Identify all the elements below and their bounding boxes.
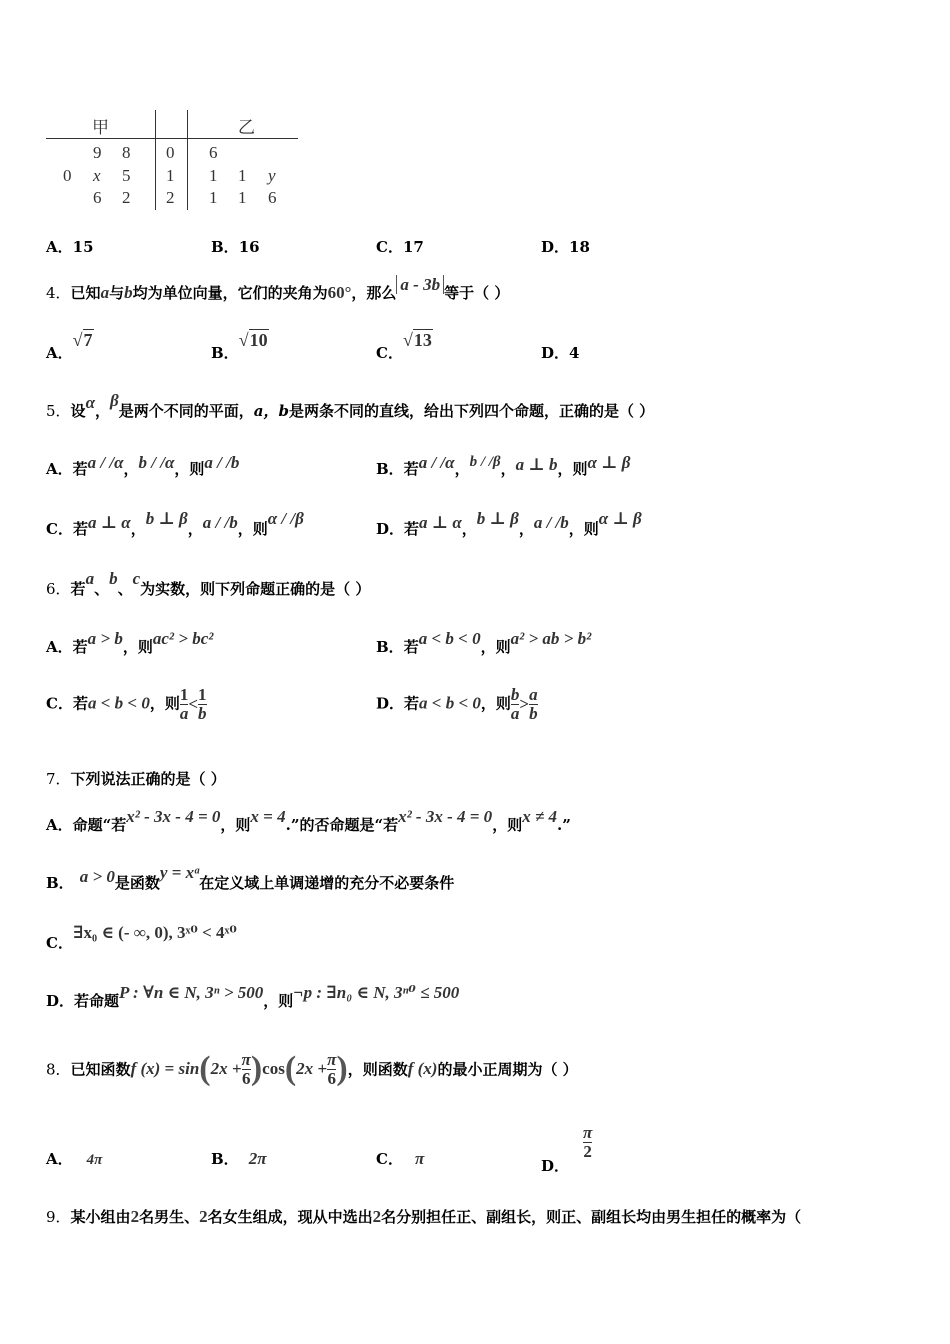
- q7-option-b[interactable]: [46, 863, 455, 893]
- leaf-l0-1: 8: [122, 143, 131, 162]
- option-label: A．: [46, 238, 73, 256]
- q4-text-3: 均为单位向量，它们的夹角为: [132, 284, 328, 302]
- frac-pi-6: [327, 1051, 336, 1088]
- option-value: π: [414, 1149, 425, 1168]
- cond-1: a / /α: [87, 453, 124, 472]
- option-label: A．: [46, 1150, 73, 1168]
- leaf-r2-0: 1: [209, 188, 218, 207]
- question-number: 9．: [46, 1208, 71, 1226]
- q8-text-3: 的最小正周期为（ ）: [437, 1060, 578, 1079]
- question-number: 4．: [46, 284, 71, 302]
- option-label: D．: [541, 238, 570, 256]
- option-label: C．: [376, 238, 403, 256]
- option-label: D．: [541, 344, 570, 362]
- den: 6: [241, 1068, 251, 1088]
- option-label: A．: [46, 460, 73, 478]
- num: π: [583, 1123, 593, 1142]
- cond: a > b: [87, 629, 123, 648]
- q6-text-1: 若: [70, 580, 86, 598]
- ruo-text: 若: [403, 638, 419, 656]
- sep: ，: [187, 520, 203, 538]
- q7-stem: [46, 768, 226, 789]
- den: a: [510, 704, 520, 723]
- option-label: A．: [46, 816, 73, 834]
- then-text: ，则: [149, 694, 180, 713]
- option-label: B．: [46, 874, 74, 892]
- q6-text-2: 为实数，则下列命题正确的是（ ）: [140, 580, 371, 598]
- sep: ，: [518, 520, 534, 538]
- q4-text-1: 已知: [70, 284, 101, 302]
- expr-4: x ≠ 4: [522, 807, 558, 826]
- q6-var-b: b: [109, 569, 118, 588]
- text-1: 是函数: [114, 874, 160, 892]
- sep: ，: [461, 520, 477, 538]
- cond-3: a / /b: [533, 513, 569, 532]
- expr-1: ∃x₀ ∈ (- ∞, 0), 3ˣ⁰ < 4ˣ⁰: [72, 923, 237, 942]
- leaf-l1-2: 5: [122, 166, 131, 185]
- header-line: [46, 138, 298, 139]
- left-header: 甲: [92, 118, 109, 137]
- q6-option-b[interactable]: [376, 629, 592, 657]
- then-text: ，则: [480, 638, 511, 656]
- ruo-text: 若: [72, 638, 88, 656]
- text-3: .”的否命题是“若: [285, 816, 399, 834]
- option-label: D．: [376, 520, 405, 538]
- paren-close: ): [336, 1050, 348, 1087]
- q8-option-d[interactable]: [541, 1123, 593, 1175]
- num: b: [510, 685, 520, 704]
- option-label: B．: [376, 460, 404, 478]
- q4-text-5: 等于（ ）: [444, 284, 510, 302]
- then-text: ，则: [568, 520, 599, 538]
- stem-2: 2: [166, 188, 175, 207]
- cond: a < b < 0: [418, 629, 481, 648]
- leaf-r1-1: 1: [238, 166, 247, 185]
- lt: <: [188, 694, 199, 714]
- cond: a < b < 0: [87, 693, 150, 713]
- q8-text-2: ，则函数: [347, 1060, 408, 1079]
- cond-2: b ⊥ β: [476, 509, 519, 528]
- cond-1: a / /α: [418, 453, 455, 472]
- option-label: D．: [376, 694, 405, 713]
- ruo-text: 若: [72, 460, 88, 478]
- option-label: D．: [46, 992, 75, 1010]
- q4-option-c[interactable]: [376, 330, 433, 362]
- q6-option-a[interactable]: [46, 629, 214, 657]
- option-label: C．: [46, 934, 73, 952]
- sqrt-13: √13: [402, 330, 432, 350]
- q9-text-4: 名分别担任正、副组长，则正、副组长均由男生担任的概率为（: [381, 1208, 802, 1226]
- expr-1: a > 0: [79, 867, 115, 886]
- q7-option-a[interactable]: [46, 807, 571, 835]
- den: b: [529, 704, 538, 723]
- then-text: ，则: [557, 460, 588, 478]
- sep: ，: [130, 520, 146, 538]
- option-label: D．: [541, 1156, 570, 1175]
- q4-text-2: 与: [109, 284, 125, 302]
- option-label: C．: [46, 694, 73, 713]
- option-label: B．: [376, 638, 404, 656]
- expr-1: P : ∀n ∈ N, 3ⁿ > 500: [119, 983, 264, 1002]
- q3-option-b[interactable]: [211, 236, 260, 257]
- q3-option-d[interactable]: [541, 236, 590, 257]
- q6-var-c: c: [132, 569, 141, 588]
- expr-2: ¬p : ∃n₀ ∈ N, 3ⁿ⁰ ≤ 500: [293, 983, 460, 1002]
- q8-fx2: f (x): [407, 1059, 438, 1078]
- cond-3: a ⊥ b: [515, 455, 558, 474]
- q9-num-2: 2: [199, 1207, 208, 1226]
- q4-option-d[interactable]: [541, 342, 579, 363]
- q8-stem: [46, 1050, 578, 1088]
- q5-option-b[interactable]: [376, 453, 631, 479]
- option-label: B．: [211, 1150, 239, 1168]
- text-2: 在定义域上单调递增的充分不必要条件: [199, 874, 455, 892]
- leaf-l2-0: 6: [93, 188, 102, 207]
- leaf-r1-2: y: [268, 166, 276, 185]
- option-value: 17: [402, 238, 424, 256]
- q5-ab: a，b: [253, 402, 289, 420]
- q8-fx: f (x) = sin: [130, 1059, 200, 1078]
- num: π: [241, 1049, 251, 1069]
- q9-text-1: 某小组由: [70, 1208, 131, 1226]
- den: 2: [583, 1142, 592, 1161]
- q5-option-a[interactable]: [46, 453, 240, 479]
- q8-inner-1: 2x +: [210, 1059, 242, 1078]
- question-number: 7．: [46, 770, 71, 788]
- divider-right: [187, 110, 188, 210]
- q5-text-2: 是两个不同的平面，: [118, 402, 254, 420]
- q8-option-a[interactable]: [46, 1148, 102, 1169]
- q8-option-b[interactable]: [211, 1148, 266, 1169]
- expr-1: x² - 3x - 4 = 0: [126, 807, 221, 826]
- ruo-text: 若: [72, 694, 88, 713]
- q4-var-b: b: [124, 283, 133, 302]
- q7-option-d[interactable]: [46, 983, 460, 1011]
- q3-option-c[interactable]: [376, 236, 424, 257]
- q8-option-c[interactable]: [376, 1148, 424, 1169]
- then-text: ，则: [122, 638, 153, 656]
- result: a² > ab > b²: [510, 629, 592, 648]
- then-text: ，则: [237, 520, 268, 538]
- radicand: 10: [249, 330, 268, 350]
- leaf-l0-0: 9: [93, 143, 102, 162]
- q5-beta: β: [109, 391, 119, 410]
- cond-2: b ⊥ β: [145, 509, 188, 528]
- option-label: A．: [46, 638, 73, 656]
- option-value: 16: [238, 238, 260, 256]
- q8-inner-2: 2x +: [296, 1059, 328, 1078]
- leaf-l1-0: 0: [63, 166, 72, 185]
- result: α / /β: [267, 509, 304, 528]
- then-text: ，则: [480, 694, 511, 713]
- stem-0: 0: [166, 143, 175, 162]
- cond-2: b / /α: [138, 453, 175, 472]
- result: α ⊥ β: [598, 509, 642, 528]
- q9-text-2: 名男生、: [139, 1208, 200, 1226]
- q6-sep: 、: [117, 580, 133, 598]
- den: a: [179, 704, 189, 723]
- frac-pi-2: [583, 1124, 592, 1161]
- num: π: [327, 1049, 337, 1069]
- option-value: 2π: [248, 1149, 267, 1168]
- q9-num-3: 2: [372, 1207, 382, 1226]
- sep: ，: [123, 460, 139, 478]
- cond: a < b < 0: [419, 693, 481, 713]
- divider-left: [155, 110, 156, 210]
- q4-text-4: ，那么: [351, 284, 397, 302]
- sep: ，: [454, 460, 470, 478]
- frac-pi-6: [242, 1051, 251, 1088]
- q9-num-1: 2: [130, 1207, 140, 1226]
- q9-text-3: 名女生组成，现从中选出: [207, 1208, 373, 1226]
- q7-title: 下列说法正确的是（ ）: [70, 770, 226, 788]
- ruo-text: 若: [404, 694, 420, 713]
- sqrt-7: √7: [72, 330, 93, 350]
- q6-option-d[interactable]: [376, 686, 538, 723]
- option-label: B．: [211, 238, 239, 256]
- q4-angle: 60°: [327, 283, 352, 302]
- option-value: 4π: [86, 1152, 103, 1168]
- gt: >: [519, 694, 530, 714]
- question-number: 5．: [46, 402, 71, 420]
- radicand: 13: [413, 330, 432, 350]
- text-1: 若命题: [74, 992, 120, 1010]
- q6-var-a: a: [85, 569, 95, 588]
- option-label: C．: [376, 1150, 403, 1168]
- stem-1: 1: [166, 166, 175, 185]
- leaf-r1-0: 1: [209, 166, 218, 185]
- option-value: 18: [569, 238, 590, 256]
- den: b: [198, 704, 207, 723]
- q8-cos: cos: [262, 1059, 285, 1078]
- question-number: 6．: [46, 580, 71, 598]
- option-value: 15: [72, 238, 94, 256]
- q8-text-1: 已知函数: [70, 1060, 131, 1079]
- q9-stem: [46, 1206, 801, 1227]
- option-value: 4: [569, 344, 580, 362]
- q5-comma: ，: [94, 402, 110, 420]
- paren-open: (: [284, 1050, 297, 1087]
- q4-option-b[interactable]: [211, 330, 269, 362]
- leaf-r0-0: 6: [209, 143, 218, 162]
- cond-1: a ⊥ α: [87, 513, 131, 532]
- q4-abs-expr: a - 3b: [396, 275, 444, 294]
- option-label: A．: [46, 344, 73, 362]
- radicand: 7: [83, 330, 93, 350]
- q5-option-c[interactable]: [46, 509, 304, 539]
- text-1: 命题“若: [72, 816, 127, 834]
- result: a / /b: [204, 453, 240, 472]
- paren-open: (: [199, 1050, 211, 1087]
- leaf-r2-2: 6: [268, 188, 277, 207]
- q4-stem: [46, 275, 510, 303]
- ruo-text: 若: [72, 520, 88, 538]
- num: 1: [179, 685, 189, 704]
- cond-2: b / /β: [469, 454, 501, 470]
- ruo-text: 若: [404, 520, 420, 538]
- question-number: 8．: [46, 1060, 71, 1079]
- q4-var-a: a: [100, 283, 110, 302]
- right-header: 乙: [238, 118, 255, 137]
- then-text: ，则: [174, 460, 205, 478]
- leaf-l1-1: x: [93, 166, 101, 185]
- text-4: ，则: [492, 816, 523, 834]
- q7-option-c[interactable]: [46, 923, 237, 953]
- paren-close: ): [250, 1050, 263, 1087]
- text-5: .”: [557, 816, 571, 834]
- q5-text-3: 是两条不同的直线，给出下列四个命题，正确的是（ ）: [288, 402, 655, 420]
- den: 6: [327, 1068, 336, 1088]
- q5-option-d[interactable]: [376, 509, 642, 539]
- q4-option-a[interactable]: [46, 330, 94, 362]
- option-label: C．: [46, 520, 73, 538]
- cond-1: a ⊥ α: [419, 513, 462, 532]
- expr-2: y = xᵃ: [159, 863, 200, 882]
- frac-a-b: [529, 686, 538, 723]
- leaf-l2-1: 2: [122, 188, 131, 207]
- option-label: C．: [376, 344, 403, 362]
- sep: ，: [500, 460, 516, 478]
- ruo-text: 若: [403, 460, 419, 478]
- text-2: ，则: [263, 992, 294, 1010]
- q5-alpha: α: [85, 393, 95, 412]
- num: 1: [198, 685, 207, 704]
- expr-2: x = 4: [250, 807, 286, 826]
- q6-option-c[interactable]: [46, 686, 207, 723]
- q5-stem: [46, 391, 655, 421]
- text-2: ，则: [220, 816, 251, 834]
- num: a: [529, 685, 538, 704]
- option-label: B．: [211, 344, 239, 362]
- sqrt-10: √10: [238, 330, 268, 350]
- q3-option-a[interactable]: [46, 236, 94, 257]
- cond-3: a / /b: [202, 513, 238, 532]
- q6-stem: [46, 569, 371, 599]
- frac-1-b: [198, 686, 207, 723]
- result: α ⊥ β: [587, 453, 631, 472]
- q6-sep: 、: [94, 580, 110, 598]
- q5-text-1: 设: [70, 402, 86, 420]
- expr-3: x² - 3x - 4 = 0: [398, 807, 493, 826]
- result: ac² > bc²: [152, 629, 214, 648]
- leaf-r2-1: 1: [238, 188, 247, 207]
